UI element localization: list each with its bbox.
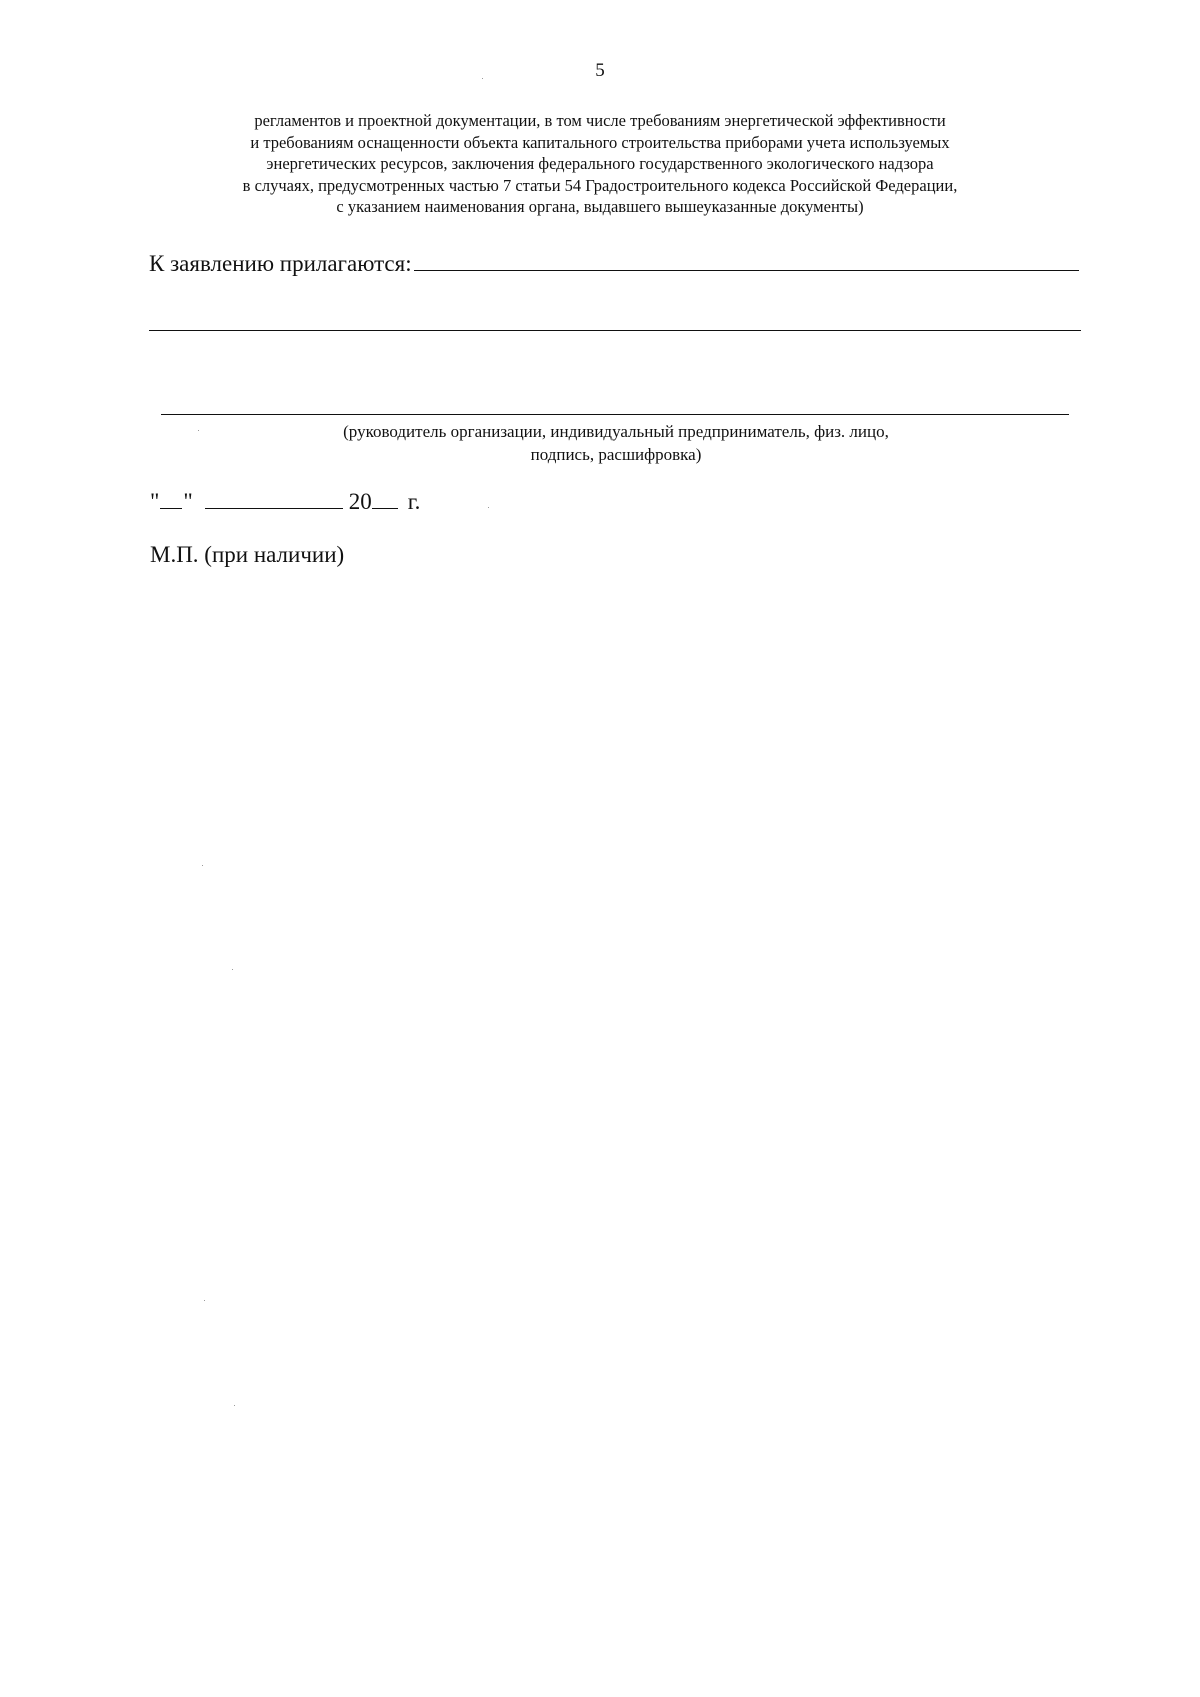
date-year-prefix: 20 — [348, 489, 372, 514]
attachments-label: К заявлению прилагаются: — [149, 251, 412, 276]
stamp-label: М.П. (при наличии) — [150, 542, 345, 567]
signature-line[interactable] — [161, 414, 1069, 415]
date-month-field[interactable] — [205, 488, 343, 509]
intro-line: и требованиям оснащенности объекта капитального строительства приборами учета используемых — [250, 132, 950, 152]
attachments-field-continuation[interactable] — [149, 330, 1081, 331]
intro-line: энергетических ресурсов, заключения федерального государственного экологического надзора — [266, 154, 934, 173]
scan-speck — [204, 1300, 205, 1301]
signature-caption — [150, 420, 1082, 466]
signature-caption-line: (руководитель организации, индивидуальный предприниматель, физ. лицо, — [343, 422, 889, 441]
date-open-quote: " — [150, 489, 160, 514]
intro-line: в случаях, предусмотренных частью 7 статьи 54 Градостроительного кодекса Российской Федерации, — [242, 175, 958, 195]
date-day-field[interactable] — [160, 488, 182, 509]
attachments-field[interactable] — [414, 248, 1079, 271]
scan-speck — [234, 1405, 235, 1406]
intro-text — [150, 110, 1050, 218]
attachments-row — [149, 248, 1079, 277]
scan-speck — [488, 507, 489, 508]
date-year-field[interactable] — [372, 488, 398, 509]
scan-speck — [198, 430, 199, 431]
signature-caption-line: подпись, расшифровка) — [530, 445, 702, 464]
scan-speck — [482, 78, 483, 79]
page-number: 5 — [595, 60, 605, 81]
scan-speck — [232, 969, 233, 970]
scan-speck — [202, 865, 203, 866]
intro-line: с указанием наименования органа, выдавшего вышеуказанные документы) — [336, 197, 864, 216]
date-close-quote: " — [183, 489, 193, 514]
date-year-suffix: г. — [407, 489, 421, 514]
intro-line: регламентов и проектной документации, в том числе требованиям энергетической эффективности — [254, 111, 946, 130]
date-row — [150, 488, 420, 515]
